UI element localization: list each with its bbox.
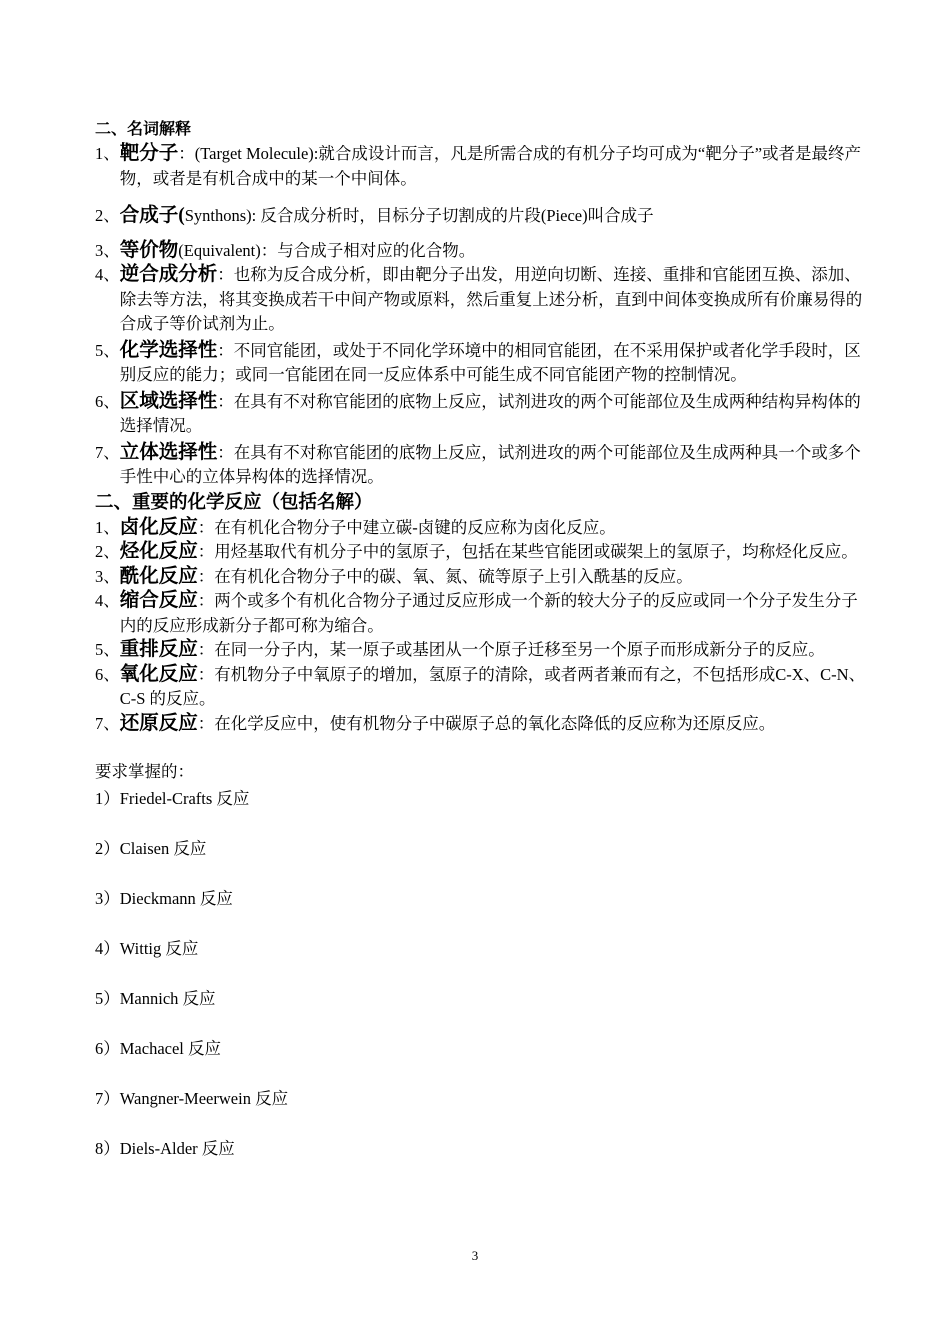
term-definition: Synthons): 反合成分析时，目标分子切割成的片段(Piece)叫合成子 xyxy=(184,206,654,225)
term-item-1: 1、 靶分子：(Target Molecule):就合成设计而言，凡是所需合成的有机分子均可成为“靶分子”或者是最终产物，或者是有机合成中的某一个中间体。 xyxy=(95,142,870,191)
requirement-item-1: 1）Friedel-Crafts 反应 xyxy=(95,788,250,808)
requirement-item-8: 8）Diels-Alder 反应 xyxy=(95,1138,235,1158)
term-definition: 也称为反合成分析，即由靶分子出发，用逆向切断、连接、重排和官能团互换、添加、除去等方法，将其变换成若干中间产物或原料，然后重复上述分析，直到中间体变换成所有价廉易得的合成子等价试剂为止。 xyxy=(119,265,863,333)
requirement-item-7: 7）Wangner-Meerwein 反应 xyxy=(95,1088,289,1108)
reaction-label: 氧化反应 xyxy=(119,663,198,685)
page-content xyxy=(95,118,870,1161)
term-label: 等价物 xyxy=(119,239,179,261)
term-definition: (Target Molecule):就合成设计而言，凡是所需合成的有机分子均可成为“靶分子”或者是最终产物，或者是有机合成中的某一个中间体。 xyxy=(119,144,862,188)
term-label: 区域选择性 xyxy=(119,390,218,412)
reaction-definition: 在同一分子内，某一原子或基团从一个原子迁移至另一个原子而形成新分子的反应。 xyxy=(214,640,825,659)
reaction-item-2: 2、 烃化反应：用烃基取代有机分子中的氢原子，包括在某些官能团或碳架上的氢原子，均称烃化反应。 xyxy=(95,540,870,565)
term-definition: (Equivalent)：与合成子相对应的化合物。 xyxy=(178,240,476,260)
term-label: 立体选择性 xyxy=(119,441,218,463)
reaction-item-6: 6、 氧化反应：有机物分子中氧原子的增加，氢原子的清除，或者两者兼而有之，不包括形成C-X、C-N、C-S 的反应。 xyxy=(95,663,870,712)
term-label: 逆合成分析 xyxy=(119,264,218,285)
reaction-definition: 有机物分子中氧原子的增加，氢原子的清除，或者两者兼而有之，不包括形成C-X、C-N、C-S 的反应。 xyxy=(119,664,866,708)
requirement-item-4: 4）Wittig 反应 xyxy=(95,938,199,958)
reaction-label: 酰化反应 xyxy=(119,565,198,587)
term-label: 合成子( xyxy=(119,205,185,226)
item-number: 2、 xyxy=(95,542,120,561)
item-number: 3、 xyxy=(95,240,120,260)
reaction-definition: 在有机化合物分子中建立碳-卤键的反应称为卤化反应。 xyxy=(214,517,616,537)
item-number: 5、 xyxy=(95,640,120,659)
item-number: 1、 xyxy=(95,144,120,163)
reaction-item-7: 7、 还原反应：在化学反应中，使有机物分子中碳原子总的氧化态降低的反应称为还原反应。 xyxy=(95,712,870,737)
requirement-item-6: 6）Machacel 反应 xyxy=(95,1038,221,1058)
term-item-7: 7、 立体选择性：在具有不对称官能团的底物上反应，试剂进攻的两个可能部位及生成两种具一个或多个手性中心的立体异构体的选择情况。 xyxy=(95,441,870,490)
reaction-definition: 在有机化合物分子中的碳、氧、氮、硫等原子上引入酰基的反应。 xyxy=(214,566,693,586)
term-definition: 在具有不对称官能团的底物上反应，试剂进攻的两个可能部位及生成两种结构异构体的选择情况。 xyxy=(119,391,861,435)
item-number: 1、 xyxy=(95,517,120,537)
item-number: 4、 xyxy=(95,591,120,610)
term-item-6: 6、 区域选择性：在具有不对称官能团的底物上反应，试剂进攻的两个可能部位及生成两种结构异构体的选择情况。 xyxy=(95,390,870,439)
term-item-4: 4、 逆合成分析：也称为反合成分析，即由靶分子出发，用逆向切断、连接、重排和官能团互换、添加、除去等方法，将其变换成若干中间产物或原料，然后重复上述分析，直到中间体变换成所有价廉易得的合成子等价试剂为止。 xyxy=(95,263,870,337)
reaction-label: 重排反应 xyxy=(119,639,198,660)
reaction-item-1: 1、 卤化反应：在有机化合物分子中建立碳-卤键的反应称为卤化反应。 xyxy=(95,516,870,541)
item-number: 7、 xyxy=(95,713,120,733)
item-number: 2、 xyxy=(95,206,120,225)
reaction-item-4: 4、 缩合反应：两个或多个有机化合物分子通过反应形成一个新的较大分子的反应或同一个分子发生分子内的反应形成新分子都可称为缩合。 xyxy=(95,589,870,638)
term-definition: 不同官能团，或处于不同化学环境中的相同官能团，在不采用保护或者化学手段时，区别反应的能力；或同一官能团在同一反应体系中可能生成不同官能团产物的控制情况。 xyxy=(119,340,861,384)
reaction-item-5: 5、 重排反应：在同一分子内，某一原子或基团从一个原子迁移至另一个原子而形成新分子的反应。 xyxy=(95,638,870,663)
reaction-definition: 在化学反应中，使有机物分子中碳原子总的氧化态降低的反应称为还原反应。 xyxy=(214,713,776,733)
item-number: 3、 xyxy=(95,566,120,586)
item-number: 4、 xyxy=(95,265,120,284)
reaction-label: 烃化反应 xyxy=(119,541,198,562)
term-definition: 在具有不对称官能团的底物上反应，试剂进攻的两个可能部位及生成两种具一个或多个手性中心的立体异构体的选择情况。 xyxy=(119,442,861,486)
reaction-definition: 两个或多个有机化合物分子通过反应形成一个新的较大分子的反应或同一个分子发生分子内的反应形成新分子都可称为缩合。 xyxy=(119,591,858,635)
term-label: 靶分子 xyxy=(119,143,179,164)
term-item-3 xyxy=(95,239,870,264)
term-label: 化学选择性 xyxy=(119,339,218,361)
reaction-definition: 用烃基取代有机分子中的氢原子，包括在某些官能团或碳架上的氢原子，均称烃化反应。 xyxy=(214,542,858,561)
requirement-item-5: 5）Mannich 反应 xyxy=(95,988,216,1008)
section-heading-terms: 二、名词解释 xyxy=(95,121,192,138)
requirements-title: 要求掌握的： xyxy=(95,762,194,781)
requirement-item-2: 2）Claisen 反应 xyxy=(95,838,207,858)
reaction-label: 缩合反应 xyxy=(119,590,198,611)
requirement-item-3: 3）Dieckmann 反应 xyxy=(95,888,233,908)
reaction-label: 还原反应 xyxy=(119,712,198,734)
item-number: 7、 xyxy=(95,442,120,462)
item-number: 6、 xyxy=(95,664,120,684)
term-item-5: 5、 化学选择性：不同官能团，或处于不同化学环境中的相同官能团，在不采用保护或者化学手段时，区别反应的能力；或同一官能团在同一反应体系中可能生成不同官能团产物的控制情况。 xyxy=(95,339,870,388)
section-heading-reactions: 二、重要的化学反应（包括名解） xyxy=(95,492,373,513)
item-number: 6、 xyxy=(95,391,120,411)
item-number: 5、 xyxy=(95,340,120,360)
page-number: 3 xyxy=(471,1248,479,1263)
term-item-2 xyxy=(95,204,870,229)
reaction-label: 卤化反应 xyxy=(119,516,198,538)
reaction-item-3: 3、 酰化反应：在有机化合物分子中的碳、氧、氮、硫等原子上引入酰基的反应。 xyxy=(95,565,870,590)
